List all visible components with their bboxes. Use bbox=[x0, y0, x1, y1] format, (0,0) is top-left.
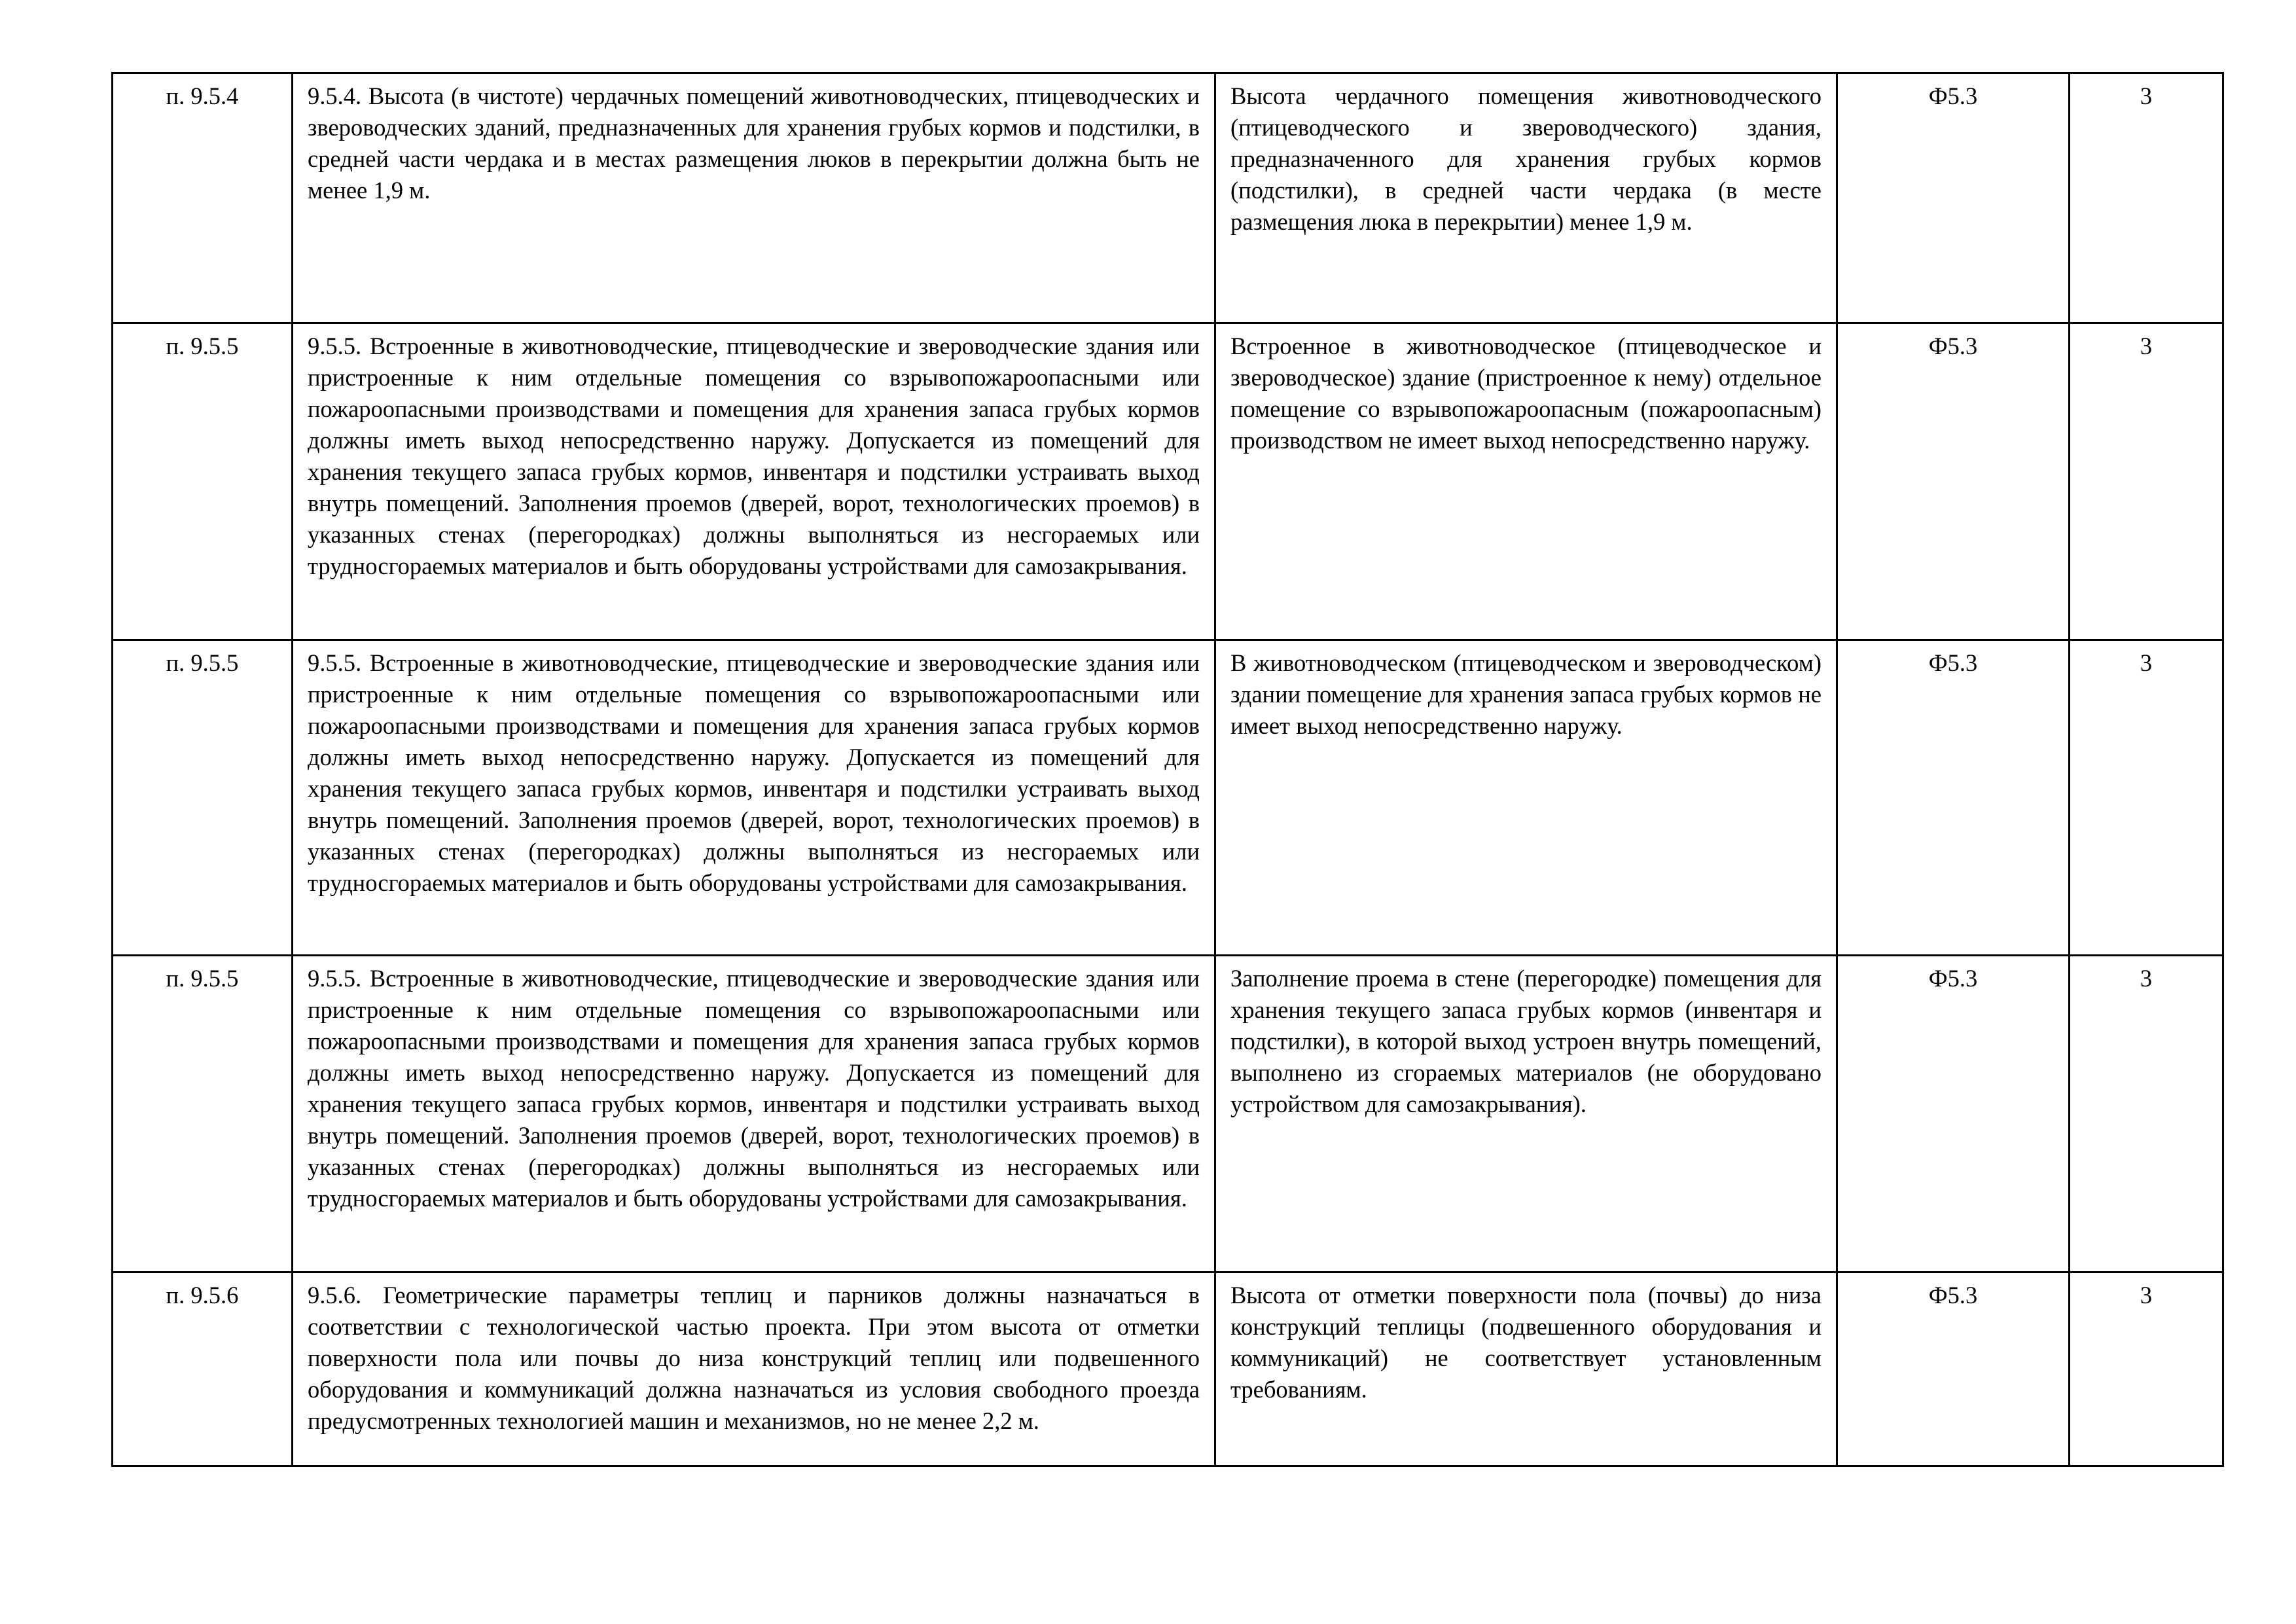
violation-text: Встроенное в животноводческое (птицеводческое и звероводческое) здание (пристроенное к нему) отдельное помещение со взрывопожароопасным (пожароопасным) производством не имеет выход непосредственно наружу. bbox=[1215, 323, 1837, 640]
violation-text: В животноводческом (птицеводческом и звероводческом) здании помещение для хранения запаса грубых кормов не имеет выход непосредственно наружу. bbox=[1215, 640, 1837, 956]
violation-text: Высота от отметки поверхности пола (почвы) до низа конструкций теплицы (подвешенного оборудования и коммуникаций) не соответствует установленным требованиям. bbox=[1215, 1272, 1837, 1466]
category-value: 3 bbox=[2070, 640, 2223, 956]
category-value: 3 bbox=[2070, 323, 2223, 640]
requirement-text: 9.5.5. Встроенные в животноводческие, птицеводческие и звероводческие здания или пристроенные к ним отдельные помещения со взрывопожароопасными или пожароопасными производствами и помещения для хранения запаса грубых кормов должны иметь выход непосредственно наружу. Допускается из помещений для хранения текущего запаса грубых кормов, инвентаря и подстилки устраивать выход внутрь помещений. Заполнения проемов (дверей, ворот, технологических проемов) в указанных стенах (перегородках) должны выполняться из несгораемых или трудносгораемых материалов и быть оборудованы устройствами для самозакрывания. bbox=[293, 956, 1215, 1272]
clause-reference: п. 9.5.5 bbox=[113, 640, 293, 956]
table-row bbox=[113, 956, 2223, 1272]
functional-class: Ф5.3 bbox=[1837, 1272, 2070, 1466]
clause-reference: п. 9.5.5 bbox=[113, 956, 293, 1272]
category-value: 3 bbox=[2070, 956, 2223, 1272]
clause-reference: п. 9.5.6 bbox=[113, 1272, 293, 1466]
requirement-text: 9.5.4. Высота (в чистоте) чердачных помещений животноводческих, птицеводческих и звероводческих зданий, предназначенных для хранения грубых кормов и подстилки, в средней части чердака и в местах размещения люков в перекрытии должна быть не менее 1,9 м. bbox=[293, 73, 1215, 323]
category-value: 3 bbox=[2070, 1272, 2223, 1466]
functional-class: Ф5.3 bbox=[1837, 73, 2070, 323]
requirements-table bbox=[111, 72, 2224, 1467]
functional-class: Ф5.3 bbox=[1837, 323, 2070, 640]
functional-class: Ф5.3 bbox=[1837, 640, 2070, 956]
clause-reference: п. 9.5.4 bbox=[113, 73, 293, 323]
table-row bbox=[113, 73, 2223, 323]
violation-text: Высота чердачного помещения животноводческого (птицеводческого и звероводческого) здания, предназначенного для хранения грубых кормов (подстилки), в средней части чердака (в месте размещения люка в перекрытии) менее 1,9 м. bbox=[1215, 73, 1837, 323]
requirement-text: 9.5.5. Встроенные в животноводческие, птицеводческие и звероводческие здания или пристроенные к ним отдельные помещения со взрывопожароопасными или пожароопасными производствами и помещения для хранения запаса грубых кормов должны иметь выход непосредственно наружу. Допускается из помещений для хранения текущего запаса грубых кормов, инвентаря и подстилки устраивать выход внутрь помещений. Заполнения проемов (дверей, ворот, технологических проемов) в указанных стенах (перегородках) должны выполняться из несгораемых или трудносгораемых материалов и быть оборудованы устройствами для самозакрывания. bbox=[293, 640, 1215, 956]
table-row bbox=[113, 640, 2223, 956]
category-value: 3 bbox=[2070, 73, 2223, 323]
table-row bbox=[113, 1272, 2223, 1466]
clause-reference: п. 9.5.5 bbox=[113, 323, 293, 640]
functional-class: Ф5.3 bbox=[1837, 956, 2070, 1272]
violation-text: Заполнение проема в стене (перегородке) помещения для хранения текущего запаса грубых кормов (инвентаря и подстилки), в которой выход устроен внутрь помещений, выполнено из сгораемых материалов (не оборудовано устройством для самозакрывания). bbox=[1215, 956, 1837, 1272]
requirement-text: 9.5.6. Геометрические параметры теплиц и парников должны назначаться в соответствии с технологической частью проекта. При этом высота от отметки поверхности пола или почвы до низа конструкций теплиц или подвешенного оборудования и коммуникаций должна назначаться из условия свободного проезда предусмотренных технологией машин и механизмов, но не менее 2,2 м. bbox=[293, 1272, 1215, 1466]
requirement-text: 9.5.5. Встроенные в животноводческие, птицеводческие и звероводческие здания или пристроенные к ним отдельные помещения со взрывопожароопасными или пожароопасными производствами и помещения для хранения запаса грубых кормов должны иметь выход непосредственно наружу. Допускается из помещений для хранения текущего запаса грубых кормов, инвентаря и подстилки устраивать выход внутрь помещений. Заполнения проемов (дверей, ворот, технологических проемов) в указанных стенах (перегородках) должны выполняться из несгораемых или трудносгораемых материалов и быть оборудованы устройствами для самозакрывания. bbox=[293, 323, 1215, 640]
table-row bbox=[113, 323, 2223, 640]
